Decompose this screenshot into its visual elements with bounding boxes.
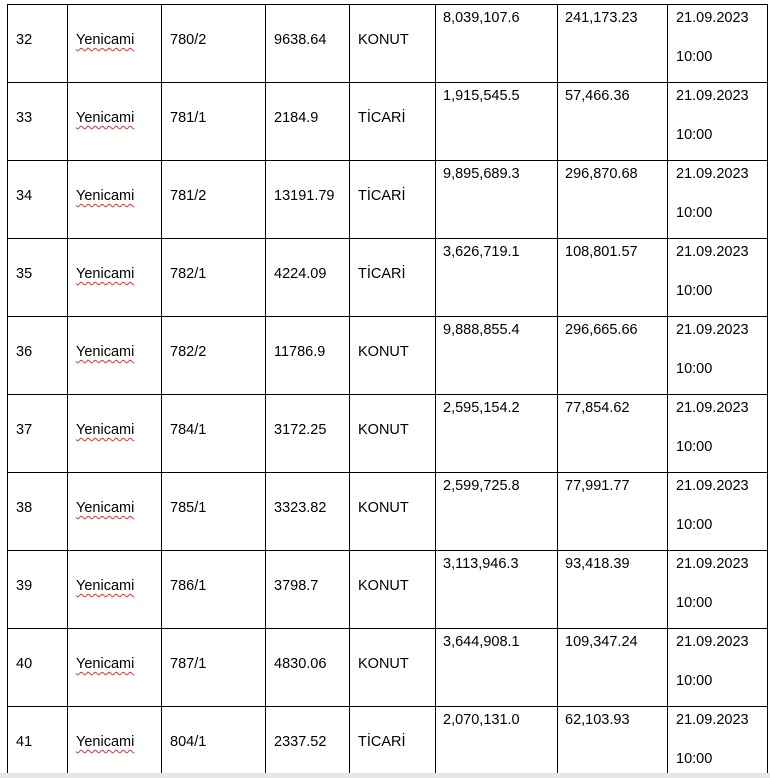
property-type: KONUT [358, 500, 409, 516]
cell-tarih [668, 551, 768, 629]
table-row [8, 473, 768, 551]
row-number: 33 [16, 110, 33, 126]
cell-nitelik [350, 707, 436, 778]
area-value: 3172.25 [274, 422, 327, 438]
auction-time: 10:00 [676, 205, 713, 221]
row-number: 34 [16, 188, 33, 204]
area-value: 2184.9 [274, 110, 319, 126]
cell-mahalle [68, 317, 162, 395]
cell-alan [266, 707, 350, 778]
table-row [8, 239, 768, 317]
cell-bedel [436, 629, 558, 707]
estimated-value: 3,644,908.1 [443, 634, 520, 650]
table-row [8, 395, 768, 473]
neighborhood-name: Yenicami [76, 32, 135, 48]
cell-nitelik [350, 239, 436, 317]
cell-nitelik [350, 473, 436, 551]
cell-alan [266, 161, 350, 239]
parcel-number: 781/1 [170, 110, 207, 126]
parcel-number: 781/2 [170, 188, 207, 204]
page-bottom-edge [0, 773, 770, 778]
cell-tarih [668, 5, 768, 83]
auction-table [7, 4, 768, 778]
cell-no [8, 707, 68, 778]
cell-bedel [436, 83, 558, 161]
property-type: KONUT [358, 32, 409, 48]
table-row [8, 161, 768, 239]
cell-alan [266, 83, 350, 161]
guarantee-amount: 241,173.23 [565, 10, 638, 26]
cell-no [8, 5, 68, 83]
auction-time: 10:00 [676, 751, 713, 767]
neighborhood-name: Yenicami [76, 110, 135, 126]
table-row [8, 707, 768, 778]
cell-parsel [162, 707, 266, 778]
cell-mahalle [68, 5, 162, 83]
guarantee-amount: 77,991.77 [565, 478, 630, 494]
area-value: 4224.09 [274, 266, 327, 282]
guarantee-amount: 109,347.24 [565, 634, 638, 650]
cell-bedel [436, 239, 558, 317]
area-value: 9638.64 [274, 32, 327, 48]
cell-teminat [558, 551, 668, 629]
cell-parsel [162, 395, 266, 473]
property-type: TİCARİ [358, 266, 406, 282]
cell-alan [266, 551, 350, 629]
table-row [8, 83, 768, 161]
cell-parsel [162, 161, 266, 239]
neighborhood-name: Yenicami [76, 344, 135, 360]
property-type: KONUT [358, 344, 409, 360]
cell-alan [266, 629, 350, 707]
parcel-number: 784/1 [170, 422, 207, 438]
neighborhood-name: Yenicami [76, 656, 135, 672]
cell-teminat [558, 629, 668, 707]
neighborhood-name: Yenicami [76, 500, 135, 516]
cell-no [8, 317, 68, 395]
property-type: KONUT [358, 578, 409, 594]
cell-no [8, 473, 68, 551]
auction-time: 10:00 [676, 127, 713, 143]
cell-mahalle [68, 239, 162, 317]
cell-bedel [436, 5, 558, 83]
auction-date: 21.09.2023 [676, 478, 749, 494]
cell-nitelik [350, 161, 436, 239]
estimated-value: 1,915,545.5 [443, 88, 520, 104]
auction-date: 21.09.2023 [676, 244, 749, 260]
cell-teminat [558, 473, 668, 551]
area-value: 3323.82 [274, 500, 327, 516]
cell-nitelik [350, 395, 436, 473]
cell-bedel [436, 707, 558, 778]
cell-mahalle [68, 473, 162, 551]
cell-no [8, 395, 68, 473]
table-row [8, 317, 768, 395]
cell-mahalle [68, 83, 162, 161]
cell-nitelik [350, 5, 436, 83]
cell-nitelik [350, 551, 436, 629]
cell-teminat [558, 5, 668, 83]
guarantee-amount: 62,103.93 [565, 712, 630, 728]
guarantee-amount: 93,418.39 [565, 556, 630, 572]
guarantee-amount: 57,466.36 [565, 88, 630, 104]
auction-date: 21.09.2023 [676, 400, 749, 416]
guarantee-amount: 296,870.68 [565, 166, 638, 182]
guarantee-amount: 296,665.66 [565, 322, 638, 338]
auction-time: 10:00 [676, 673, 713, 689]
cell-parsel [162, 317, 266, 395]
neighborhood-name: Yenicami [76, 734, 135, 750]
property-type: KONUT [358, 422, 409, 438]
cell-teminat [558, 707, 668, 778]
cell-tarih [668, 239, 768, 317]
cell-teminat [558, 161, 668, 239]
cell-teminat [558, 83, 668, 161]
estimated-value: 2,070,131.0 [443, 712, 520, 728]
cell-bedel [436, 473, 558, 551]
neighborhood-name: Yenicami [76, 578, 135, 594]
auction-date: 21.09.2023 [676, 10, 749, 26]
cell-teminat [558, 317, 668, 395]
estimated-value: 9,895,689.3 [443, 166, 520, 182]
cell-no [8, 551, 68, 629]
cell-alan [266, 239, 350, 317]
table-body [8, 5, 768, 778]
cell-nitelik [350, 83, 436, 161]
row-number: 37 [16, 422, 33, 438]
cell-tarih [668, 629, 768, 707]
parcel-number: 782/1 [170, 266, 207, 282]
guarantee-amount: 77,854.62 [565, 400, 630, 416]
auction-date: 21.09.2023 [676, 88, 749, 104]
auction-time: 10:00 [676, 595, 713, 611]
cell-mahalle [68, 395, 162, 473]
auction-time: 10:00 [676, 517, 713, 533]
auction-time: 10:00 [676, 439, 713, 455]
row-number: 38 [16, 500, 33, 516]
area-value: 11786.9 [274, 344, 326, 360]
row-number: 40 [16, 656, 33, 672]
auction-date: 21.09.2023 [676, 322, 749, 338]
cell-tarih [668, 473, 768, 551]
estimated-value: 3,626,719.1 [443, 244, 520, 260]
cell-teminat [558, 395, 668, 473]
cell-tarih [668, 707, 768, 778]
cell-no [8, 83, 68, 161]
cell-nitelik [350, 629, 436, 707]
cell-parsel [162, 629, 266, 707]
cell-bedel [436, 317, 558, 395]
cell-teminat [558, 239, 668, 317]
area-value: 13191.79 [274, 188, 335, 204]
auction-date: 21.09.2023 [676, 712, 749, 728]
cell-mahalle [68, 551, 162, 629]
area-value: 3798.7 [274, 578, 319, 594]
parcel-number: 804/1 [170, 734, 207, 750]
cell-tarih [668, 317, 768, 395]
auction-time: 10:00 [676, 361, 713, 377]
cell-tarih [668, 395, 768, 473]
table-row [8, 629, 768, 707]
auction-time: 10:00 [676, 283, 713, 299]
row-number: 39 [16, 578, 33, 594]
guarantee-amount: 108,801.57 [565, 244, 638, 260]
cell-no [8, 629, 68, 707]
row-number: 32 [16, 32, 33, 48]
estimated-value: 9,888,855.4 [443, 322, 520, 338]
cell-parsel [162, 239, 266, 317]
row-number: 41 [16, 734, 33, 750]
parcel-number: 787/1 [170, 656, 207, 672]
cell-tarih [668, 83, 768, 161]
estimated-value: 2,599,725.8 [443, 478, 520, 494]
cell-parsel [162, 5, 266, 83]
cell-tarih [668, 161, 768, 239]
cell-bedel [436, 161, 558, 239]
property-type: TİCARİ [358, 188, 406, 204]
cell-no [8, 161, 68, 239]
table-row [8, 551, 768, 629]
auction-date: 21.09.2023 [676, 166, 749, 182]
cell-parsel [162, 551, 266, 629]
area-value: 2337.52 [274, 734, 327, 750]
parcel-number: 780/2 [170, 32, 207, 48]
neighborhood-name: Yenicami [76, 188, 135, 204]
auction-date: 21.09.2023 [676, 556, 749, 572]
cell-parsel [162, 83, 266, 161]
cell-alan [266, 395, 350, 473]
cell-alan [266, 473, 350, 551]
table-row [8, 5, 768, 83]
cell-nitelik [350, 317, 436, 395]
cell-alan [266, 317, 350, 395]
row-number: 35 [16, 266, 33, 282]
row-number: 36 [16, 344, 33, 360]
estimated-value: 8,039,107.6 [443, 10, 520, 26]
cell-bedel [436, 551, 558, 629]
cell-no [8, 239, 68, 317]
parcel-number: 782/2 [170, 344, 207, 360]
cell-parsel [162, 473, 266, 551]
neighborhood-name: Yenicami [76, 266, 135, 282]
property-type: TİCARİ [358, 110, 406, 126]
cell-alan [266, 5, 350, 83]
parcel-number: 785/1 [170, 500, 207, 516]
neighborhood-name: Yenicami [76, 422, 135, 438]
auction-time: 10:00 [676, 49, 713, 65]
auction-date: 21.09.2023 [676, 634, 749, 650]
area-value: 4830.06 [274, 656, 327, 672]
estimated-value: 3,113,946.3 [443, 556, 519, 572]
cell-bedel [436, 395, 558, 473]
property-type: TİCARİ [358, 734, 406, 750]
property-type: KONUT [358, 656, 409, 672]
cell-mahalle [68, 707, 162, 778]
cell-mahalle [68, 161, 162, 239]
cell-mahalle [68, 629, 162, 707]
parcel-number: 786/1 [170, 578, 207, 594]
estimated-value: 2,595,154.2 [443, 400, 520, 416]
